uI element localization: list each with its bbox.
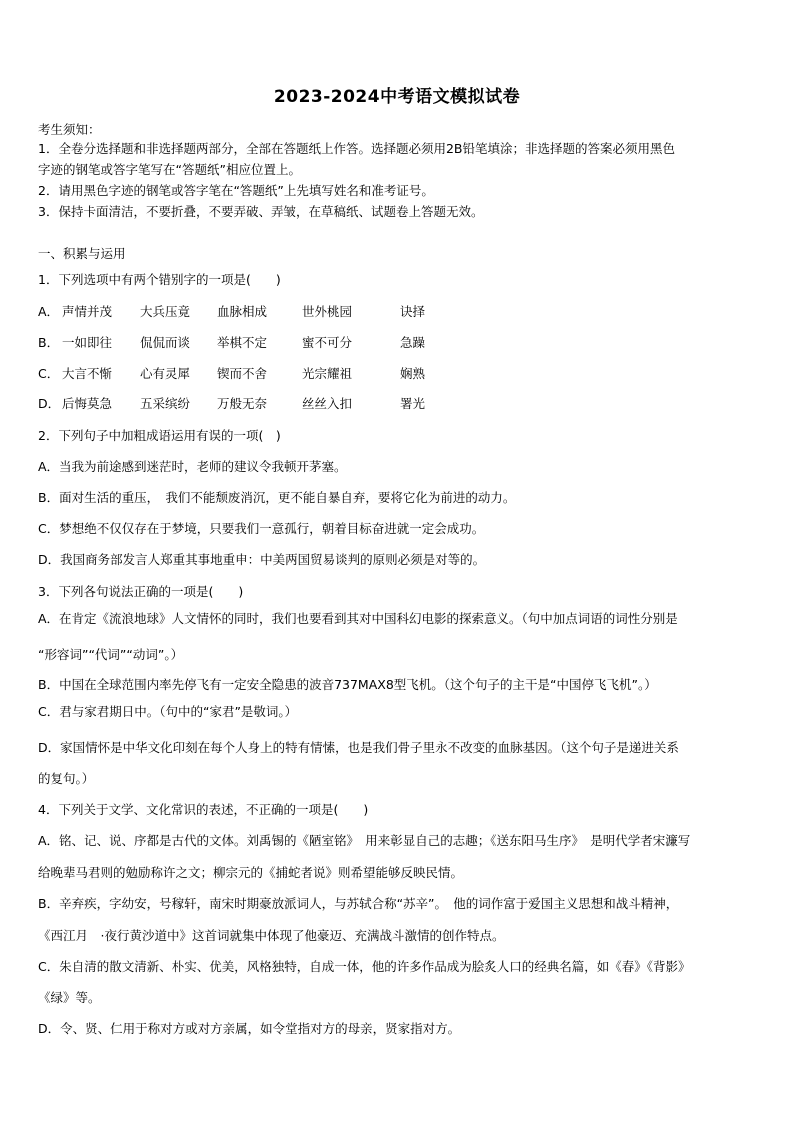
q3-option-d: D．家国情怀是中华文化印刻在每个人身上的特有情愫，也是我们骨子里永不改变的血脉基因。（这个句子是递进关系 [38,740,679,755]
q3-option-a: A．在肯定《流浪地球》人文情怀的同时，我们也要看到其对中国科幻电影的探索意义。（句中加点词语的词性分别是 [38,611,678,626]
option-cell: 五采缤纷 [140,396,191,411]
option-cell: 光宗耀祖 [302,366,353,381]
q4-option-a-cont: 给晚辈马君则的勉励称许之文；柳宗元的《捕蛇者说》则希望能够反映民情。 [38,865,464,880]
notice-line: 字迹的钢笔或答字笔写在“答题纸”相应位置上。 [38,162,301,177]
option-cell: 血脉相成 [217,304,268,319]
option-label: D． [38,396,61,411]
option-cell: 大兵压竟 [140,304,191,319]
q3-option-b: B．中国在全球范围内率先停飞有一定安全隐患的波音737MAX8型飞机。（这个句子的主干是“中国停飞飞机”。） [38,677,657,692]
option-cell: 诀择 [400,304,426,319]
q4-option-b-cont: 《西江月 ·夜行黄沙道中》这首词就集中体现了他豪迈、充满战斗激情的创作特点。 [38,928,505,943]
q1-option-a [38,302,758,318]
q2-option-c: C．梦想绝不仅仅存在于梦境，只要我们一意孤行，朝着目标奋进就一定会成功。 [38,521,485,536]
option-cell: 锲而不舍 [217,366,268,381]
q3-option-c: C．君与家君期日中。（句中的“家君”是敬词。） [38,704,298,719]
question-4-stem: 4．下列关于文学、文化常识的表述，不正确的一项是( ) [38,802,369,817]
q1-option-b [38,333,758,349]
option-cell: 一如即往 [62,335,113,350]
question-2-stem: 2．下列句子中加粗成语运用有误的一项( ) [38,428,281,443]
notice-line: 3．保持卡面清洁，不要折叠，不要弄破、弄皱，在草稿纸、试题卷上答题无效。 [38,204,484,219]
q3-option-d-cont: 的复句。） [38,771,95,786]
section-heading: 一、积累与运用 [38,246,126,261]
q4-option-d: D．令、贤、仁用于称对方或对方亲属，如令堂指对方的母亲，贤家指对方。 [38,1021,461,1036]
q4-option-c-cont: 《绿》等。 [38,990,101,1005]
option-cell: 侃侃而谈 [140,335,191,350]
option-cell: 举棋不定 [217,335,268,350]
q4-option-c: C．朱自清的散文清新、朴实、优美，风格独特，自成一体，他的许多作品成为脍炙人口的经典名篇，如《春》《背影》 [38,959,691,974]
option-cell: 心有灵犀 [140,366,191,381]
option-cell: 急躁 [400,335,426,350]
option-cell: 世外桃园 [302,304,353,319]
option-cell: 大言不惭 [62,366,113,381]
option-label: C． [38,366,60,381]
question-3-stem: 3．下列各句说法正确的一项是( ) [38,584,244,599]
q1-option-d [38,394,758,410]
q2-option-b: B．面对生活的重压， 我们不能颓废消沉，更不能自暴自弃，要将它化为前进的动力。 [38,490,516,505]
option-cell: 万般无奈 [217,396,268,411]
option-cell: 后悔莫急 [62,396,113,411]
option-cell: 丝丝入扣 [302,396,353,411]
option-cell: 声情并茂 [62,304,113,319]
q2-option-d: D．我国商务部发言人郑重其事地重申：中美两国贸易谈判的原则必须是对等的。 [38,552,486,567]
q4-option-a: A．铭、记、说、序都是古代的文体。刘禹锡的《陋室铭》 用来彰显自己的志趣；《送东阳马生序》 是明代学者宋濂写 [38,833,691,848]
option-cell: 署光 [400,396,426,411]
option-label: A． [38,304,60,319]
option-label: B． [38,335,60,350]
page-title: 2023-2024中考语文模拟试卷 [273,87,521,107]
q3-option-a-cont: “形容词”“代词”“动词”。） [38,647,184,662]
q2-option-a: A．当我为前途感到迷茫时，老师的建议令我顿开茅塞。 [38,459,347,474]
q1-option-c [38,364,758,380]
notice-heading: 考生须知： [38,122,101,137]
notice-line: 2．请用黑色字迹的钢笔或答字笔在“答题纸”上先填写姓名和准考证号。 [38,183,434,198]
option-cell: 蜜不可分 [302,335,353,350]
option-cell: 娴熟 [400,366,426,381]
q4-option-b: B．辛弃疾，字幼安，号稼轩，南宋时期豪放派词人，与苏轼合称“苏辛”。 他的词作富于爱国主义思想和战斗精神， [38,896,679,911]
question-1-stem: 1．下列选项中有两个错别字的一项是( ) [38,272,281,287]
notice-line: 1．全卷分选择题和非选择题两部分，全部在答题纸上作答。选择题必须用2B铅笔填涂；非选择题的答案必须用黑色 [38,141,675,156]
